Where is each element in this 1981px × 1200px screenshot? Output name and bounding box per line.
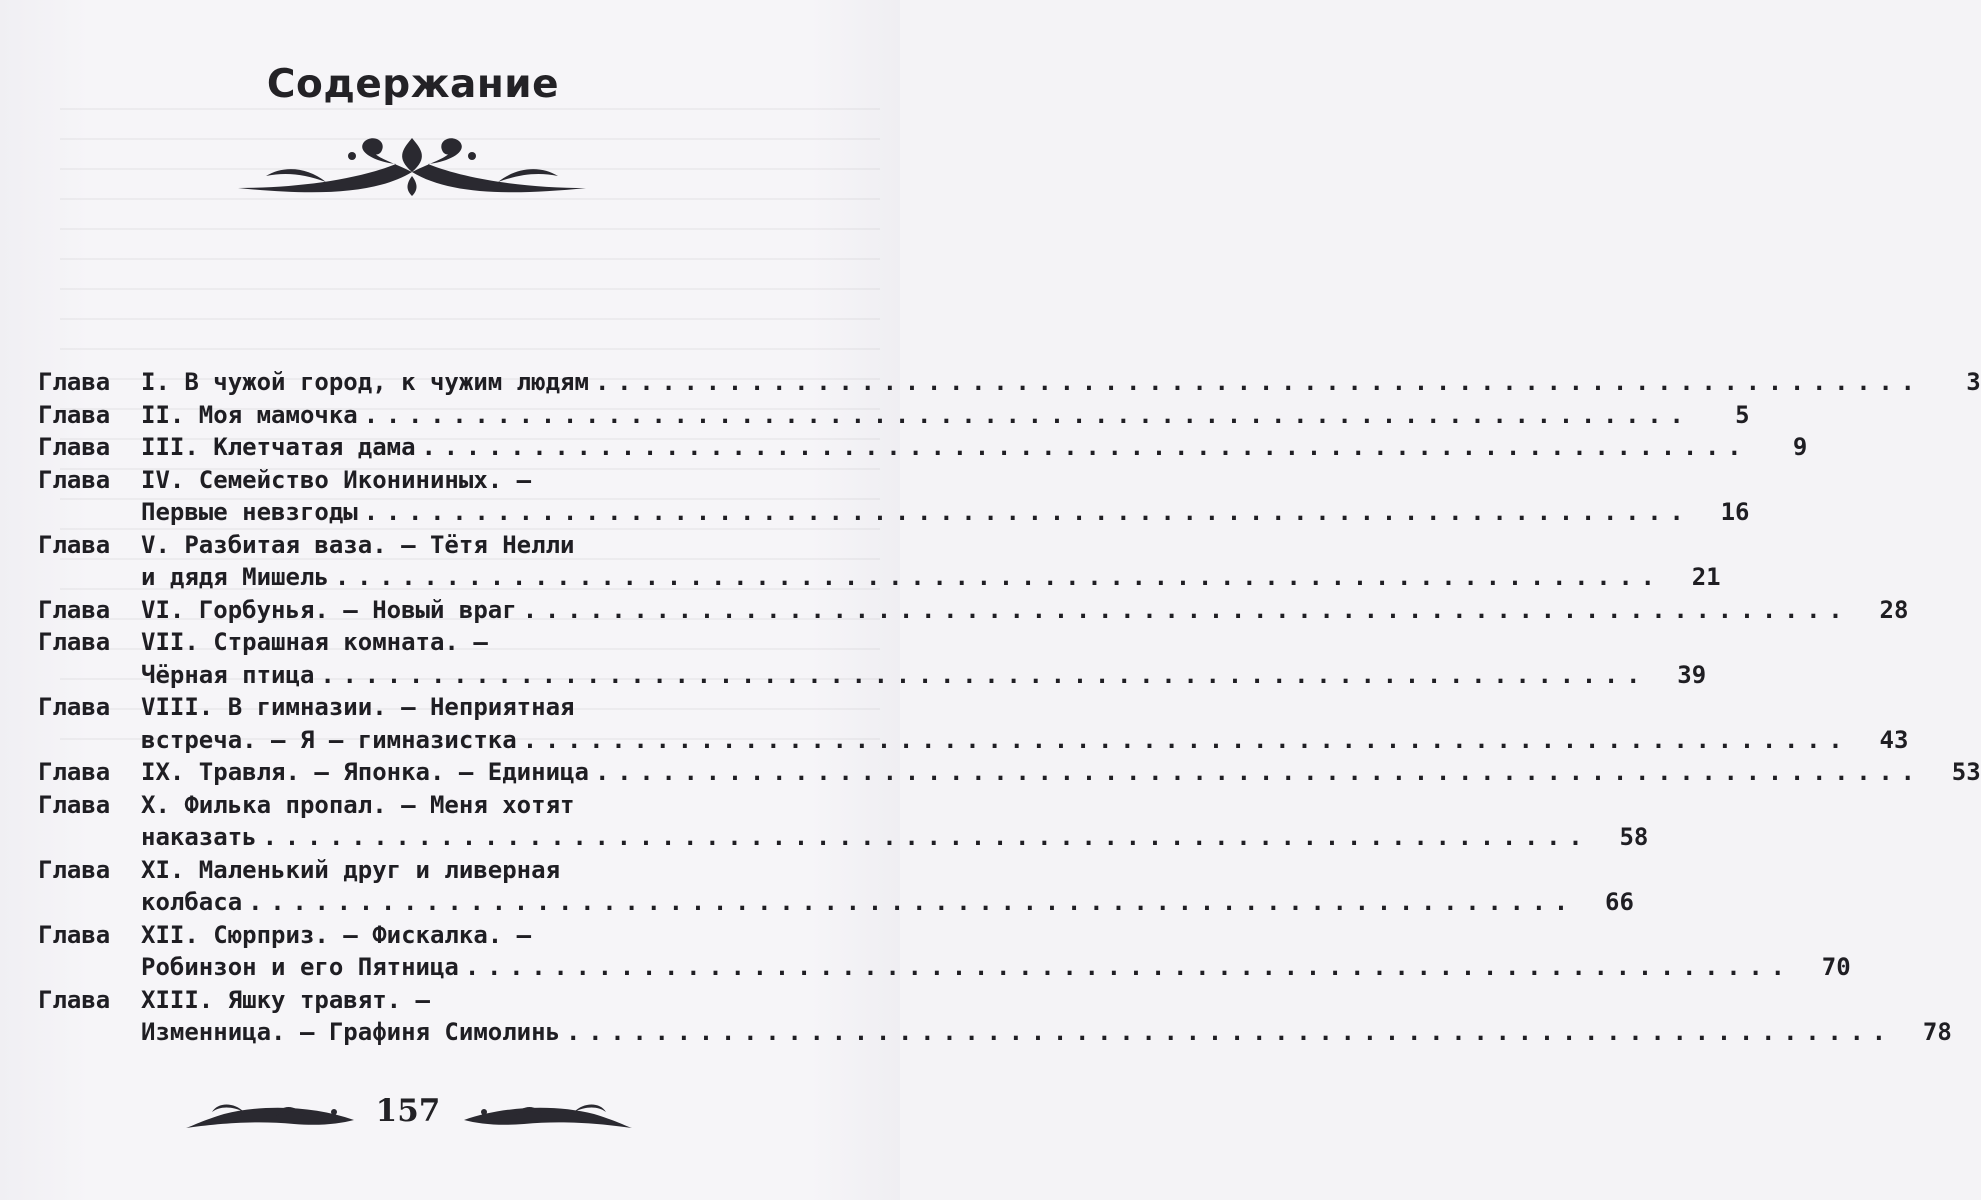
chapter-page-number: 78 (1922, 1018, 1952, 1046)
chapter-title-text: и дядя Мишель (141, 563, 329, 591)
chapter-title-line (141, 756, 1923, 789)
chapter-title (141, 919, 1793, 984)
chapter-title-line (141, 529, 1663, 562)
table-of-contents (38, 366, 1981, 1049)
toc-entry (38, 756, 1981, 789)
toc-entry (38, 431, 1808, 464)
dot-leader: ............................................................ (594, 758, 1923, 786)
chapter-page-number: 43 (1879, 725, 1909, 754)
chapter-title-line (141, 789, 1590, 822)
chapter-page-number: 5 (1735, 400, 1750, 429)
chapter-label: Глава (38, 985, 111, 1014)
dot-leader: ............................................................ (334, 563, 1663, 591)
chapter-title (141, 854, 1576, 919)
chapter-page-number: 58 (1619, 823, 1649, 851)
chapter-title-text: II. Моя мамочка (141, 400, 358, 429)
toc-entry (38, 919, 1851, 984)
chapter-title-line (141, 366, 1923, 399)
chapter-title (141, 594, 1850, 627)
chapter-title (141, 366, 1923, 399)
chapter-title-line (141, 886, 1576, 919)
chapter-title-text: Первые невзгоды (141, 498, 358, 526)
chapter-title-line (141, 984, 1894, 1017)
chapter-title-text: встреча. — Я — гимназистка (141, 725, 517, 754)
chapter-page-number: 3 (1966, 368, 1981, 396)
chapter-title-line (141, 594, 1850, 627)
flourish-ornament-icon (226, 132, 598, 202)
chapter-title-line (141, 659, 1648, 692)
chapter-title-text: IV. Семейство Иконининых. — (141, 465, 532, 494)
chapter-title-text: V. Разбитая ваза. — Тётя Нелли (141, 530, 575, 559)
toc-entry (38, 626, 1707, 691)
chapter-title (141, 789, 1590, 854)
chapter-title-text: IX. Травля. — Японка. — Единица (141, 758, 589, 786)
chapter-title-text: Чёрная птица (141, 660, 315, 689)
chapter-title-line (141, 431, 1749, 464)
chapter-title (141, 431, 1749, 464)
chapter-title (141, 756, 1923, 789)
chapter-title (141, 529, 1663, 594)
chapter-page-number: 66 (1605, 888, 1634, 916)
toc-entry (38, 399, 1750, 432)
toc-entry (38, 691, 1909, 756)
dot-leader: ............................................................ (522, 595, 1851, 624)
chapter-title (141, 984, 1894, 1049)
chapter-label: Глава (38, 400, 111, 429)
dot-leader: ............................................................ (566, 1018, 1894, 1046)
dot-leader: ............................................................ (363, 498, 1692, 526)
chapter-title-text: Робинзон и его Пятница (141, 953, 459, 981)
toc-entry (38, 594, 1909, 627)
chapter-label: Глава (38, 595, 111, 624)
chapter-title-line (141, 691, 1850, 724)
dot-leader: ............................................................ (248, 888, 1576, 916)
chapter-title-text: VII. Страшная комната. — (141, 628, 488, 656)
dot-leader: ............................................................ (320, 660, 1649, 689)
chapter-title-line (141, 626, 1648, 659)
chapter-title-line (141, 854, 1576, 887)
chapter-title-text: III. Клетчатая дама (141, 433, 416, 461)
chapter-page-number: 39 (1677, 660, 1707, 689)
chapter-label: Глава (38, 855, 111, 884)
chapter-label: Глава (38, 433, 111, 461)
chapter-label: Глава (38, 465, 111, 494)
chapter-page-number: 70 (1821, 953, 1851, 981)
page-title: Содержание (266, 62, 560, 107)
chapter-title-line (141, 821, 1590, 854)
chapter-title-line (141, 496, 1692, 529)
chapter-label: Глава (38, 758, 111, 786)
chapter-title (141, 691, 1850, 756)
chapter-title-line (141, 951, 1793, 984)
chapter-title-text: Изменница. — Графиня Симолинь (141, 1018, 561, 1046)
chapter-page-number: 28 (1879, 595, 1909, 624)
chapter-title (141, 399, 1692, 432)
toc-entry (38, 464, 1750, 529)
chapter-label: Глава (38, 790, 111, 819)
chapter-page-number: 9 (1792, 433, 1808, 461)
chapter-title-line (141, 724, 1850, 757)
chapter-title-text: XI. Маленький друг и ливерная (141, 855, 561, 884)
dot-leader: ............................................................ (421, 433, 1750, 461)
dot-leader: ............................................................ (262, 823, 1591, 851)
chapter-title-text: VI. Горбунья. — Новый враг (141, 595, 517, 624)
toc-entry (38, 789, 1649, 854)
chapter-page-number: 53 (1951, 758, 1981, 786)
toc-entry (38, 984, 1952, 1049)
chapter-label: Глава (38, 628, 111, 656)
chapter-title-text: наказать (141, 823, 257, 851)
chapter-page-number: 16 (1720, 498, 1750, 526)
chapter-page-number: 21 (1691, 563, 1721, 591)
dot-leader: ............................................................ (594, 368, 1923, 396)
chapter-label: Глава (38, 368, 111, 396)
chapter-label: Глава (38, 920, 111, 949)
dot-leader: ............................................................ (522, 725, 1851, 754)
chapter-title-text: I. В чужой город, к чужим людям (141, 368, 589, 396)
page-number-footer: 157 (375, 1093, 441, 1129)
chapter-title-line (141, 561, 1663, 594)
chapter-title-line (141, 919, 1793, 952)
chapter-title-text: X. Филька пропал. — Меня хотят (141, 790, 575, 819)
chapter-title-line (141, 464, 1692, 497)
toc-entry (38, 854, 1634, 919)
dot-leader: ............................................................ (363, 400, 1692, 429)
toc-entry (38, 366, 1981, 399)
chapter-label: Глава (38, 693, 111, 721)
dot-leader: ............................................................ (464, 953, 1793, 981)
chapter-title-text: XII. Сюрприз. — Фискалка. — (141, 920, 532, 949)
chapter-title (141, 464, 1692, 529)
chapter-title-text: XIII. Яшку травят. — (141, 985, 430, 1014)
chapter-title-text: VIII. В гимназии. — Неприятная (141, 693, 575, 721)
chapter-title-text: колбаса (141, 888, 243, 916)
chapter-title (141, 626, 1648, 691)
chapter-label: Глава (38, 530, 111, 559)
chapter-title-line (141, 1016, 1894, 1049)
toc-entry (38, 529, 1721, 594)
chapter-title-line (141, 399, 1692, 432)
